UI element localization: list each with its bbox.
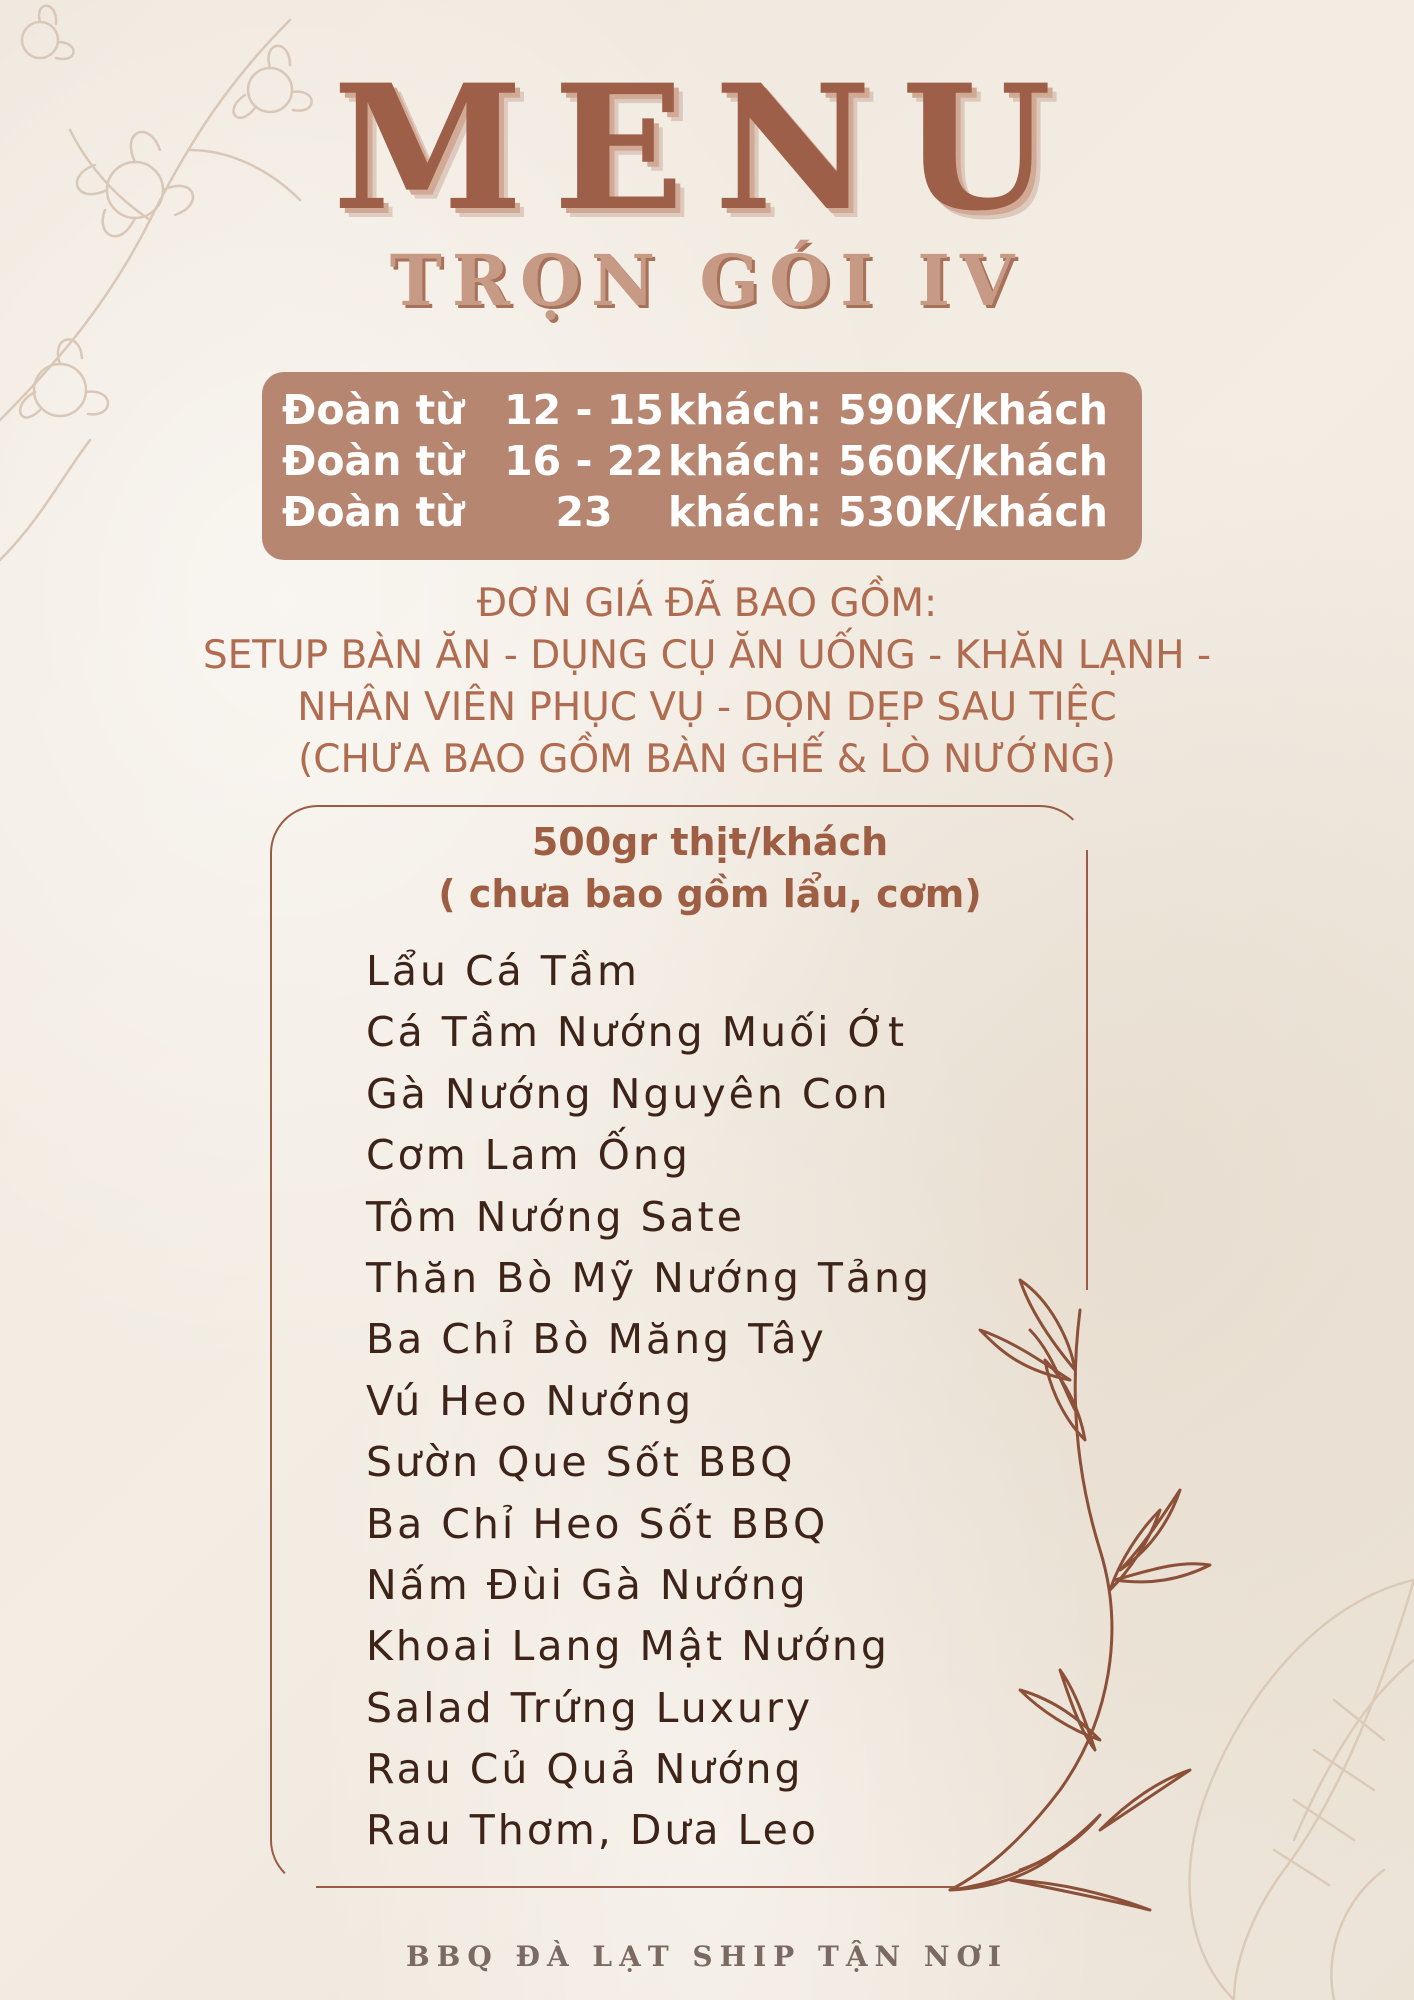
footer-tagline: BBQ ĐÀ LẠT SHIP TẬN NƠI [406, 1940, 1008, 1973]
pricing-range: 16 - 22 [504, 436, 664, 485]
menu-frame-right-edge [1086, 850, 1088, 1290]
menu-item: Vú Heo Nướng [366, 1376, 695, 1425]
menu-item: Rau Thơm, Dưa Leo [366, 1806, 819, 1855]
menu-item: Ba Chỉ Bò Măng Tây [366, 1315, 827, 1364]
menu-item: Sườn Que Sốt BBQ [366, 1438, 796, 1487]
pricing-unit: khách: [668, 436, 823, 485]
pricing-row [282, 435, 1142, 486]
menu-exclusion-note: ( chưa bao gồm lẩu, cơm) [438, 872, 982, 916]
menu-item: Khoai Lang Mật Nướng [366, 1622, 890, 1671]
includes-line: SETUP BÀN ĂN - DỤNG CỤ ĂN UỐNG - KHĂN LẠNH - [202, 633, 1212, 678]
menu-item: Tôm Nướng Sate [366, 1192, 745, 1241]
menu-item: Cá Tầm Nướng Muối Ớt [366, 1008, 908, 1057]
menu-item: Gà Nướng Nguyên Con [366, 1069, 891, 1118]
menu-item: Lẩu Cá Tầm [366, 947, 640, 995]
pricing-label: Đoàn từ [282, 385, 465, 434]
menu-item: Cơm Lam Ống [366, 1131, 691, 1180]
pricing-label: Đoàn từ [282, 436, 465, 485]
page-title: MENU [332, 46, 1082, 249]
menu-item: Rau Củ Quả Nướng [366, 1745, 804, 1794]
menu-item: Nấm Đùi Gà Nướng [366, 1560, 809, 1609]
pricing-row [282, 486, 1142, 537]
pricing-range: 23 [555, 487, 613, 536]
pricing-price: 530K/khách [838, 487, 1108, 536]
pricing-row [282, 384, 1142, 435]
menu-item-list [366, 946, 932, 1867]
pricing-unit: khách: [668, 487, 823, 536]
menu-item: Ba Chỉ Heo Sốt BBQ [366, 1499, 829, 1548]
pricing-range: 12 - 15 [504, 385, 664, 434]
includes-exclusion: (CHƯA BAO GỒM BÀN GHẾ & LÒ NƯỚNG) [298, 737, 1116, 782]
leaf-decoration-bottom-right [1084, 1540, 1414, 2000]
price-includes-note [0, 578, 1414, 786]
pricing-price: 590K/khách [838, 385, 1108, 434]
menu-frame-bottom-edge [316, 1886, 956, 1888]
includes-line: NHÂN VIÊN PHỤC VỤ - DỌN DẸP SAU TIỆC [297, 685, 1117, 730]
pricing-label: Đoàn từ [282, 487, 465, 536]
includes-heading: ĐƠN GIÁ ĐÃ BAO GỒM: [476, 581, 938, 626]
pricing-unit: khách: [668, 385, 823, 434]
menu-item: Thăn Bò Mỹ Nướng Tảng [366, 1253, 933, 1302]
menu-item: Salad Trứng Luxury [366, 1683, 814, 1732]
package-subtitle: TRỌN GÓI IV [389, 239, 1025, 322]
pricing-box [262, 372, 1142, 560]
menu-portion-heading: 500gr thịt/khách [531, 820, 889, 864]
pricing-price: 560K/khách [838, 436, 1108, 485]
